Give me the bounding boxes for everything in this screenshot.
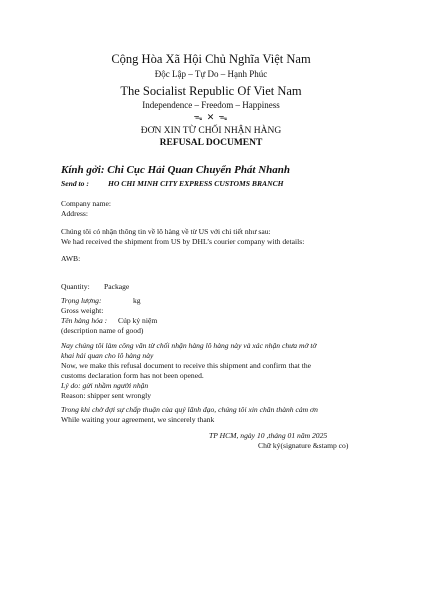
en-country-name: The Socialist Republic Of Viet Nam	[120, 84, 302, 98]
request-vn-line1: Nay chúng tôi làm công văn từ chối nhận hàng lô hàng này và xác nhận chưa mở tờ	[61, 341, 317, 350]
goods-vn-label: Tên hàng hóa :	[61, 316, 108, 325]
shipment-intro-en: We had received the shipment from US by DHL’s courier company with details:	[61, 237, 305, 246]
closing-en: While waiting your agreement, we sincerely thank	[61, 415, 215, 424]
recipient-en-value: HO CHI MINH CITY EXPRESS CUSTOMS BRANCH	[108, 179, 284, 188]
weight-vn-label: Trọng lượng:	[61, 296, 102, 305]
shipment-intro-vn: Chúng tôi có nhận thông tin về lô hàng về từ US với chi tiết như sau:	[61, 227, 271, 236]
reason-vn: Lý do: gửi nhầm người nhận	[61, 381, 149, 390]
weight-unit: kg	[133, 296, 141, 305]
recipient-vn: Kính gởi: Chi Cục Hải Quan Chuyển Phát Nhanh	[61, 164, 291, 176]
vn-motto: Độc Lập – Tự Do – Hạnh Phúc	[154, 69, 268, 79]
reason-en: Reason: shipper sent wrongly	[61, 391, 152, 400]
closing-vn: Trong khi chờ đợi sự chấp thuận của quý lãnh đạo, chúng tôi xin chân thành cảm ơn	[61, 405, 318, 414]
request-vn-line2: khai hải quan cho lô hàng này	[61, 351, 154, 360]
quantity-label: Quantity:	[61, 282, 90, 291]
signature-label: Chữ ký(signature &stamp co)	[258, 441, 349, 450]
title-en: REFUSAL DOCUMENT	[159, 138, 263, 148]
request-en-line1: Now, we make this refusal document to receive this shipment and confirm that the	[61, 361, 312, 370]
company-address-label: Address:	[61, 209, 88, 218]
goods-en-label: (description name of good)	[61, 326, 144, 335]
signature-date: TP HCM, ngày 10 ,tháng 01 năm 2025	[209, 431, 328, 440]
en-motto: Independence – Freedom – Happiness	[142, 100, 280, 110]
vn-country-name: Cộng Hòa Xã Hội Chủ Nghĩa Việt Nam	[111, 52, 311, 66]
quantity-value: Package	[104, 282, 130, 291]
ornament-divider-icon: ᯓ ✕ ᯓ	[193, 112, 229, 122]
request-en-line2: customs declaration form has not been opened.	[61, 371, 204, 380]
recipient-en-label: Send to :	[61, 179, 89, 188]
awb-label: AWB:	[61, 254, 81, 263]
company-name-label: Company name:	[61, 199, 111, 208]
goods-vn-value: Cúp kỷ niệm	[118, 316, 158, 325]
weight-en-label: Gross weight:	[61, 306, 104, 315]
title-vn: ĐƠN XIN TỪ CHỐI NHẬN HÀNG	[140, 126, 282, 136]
